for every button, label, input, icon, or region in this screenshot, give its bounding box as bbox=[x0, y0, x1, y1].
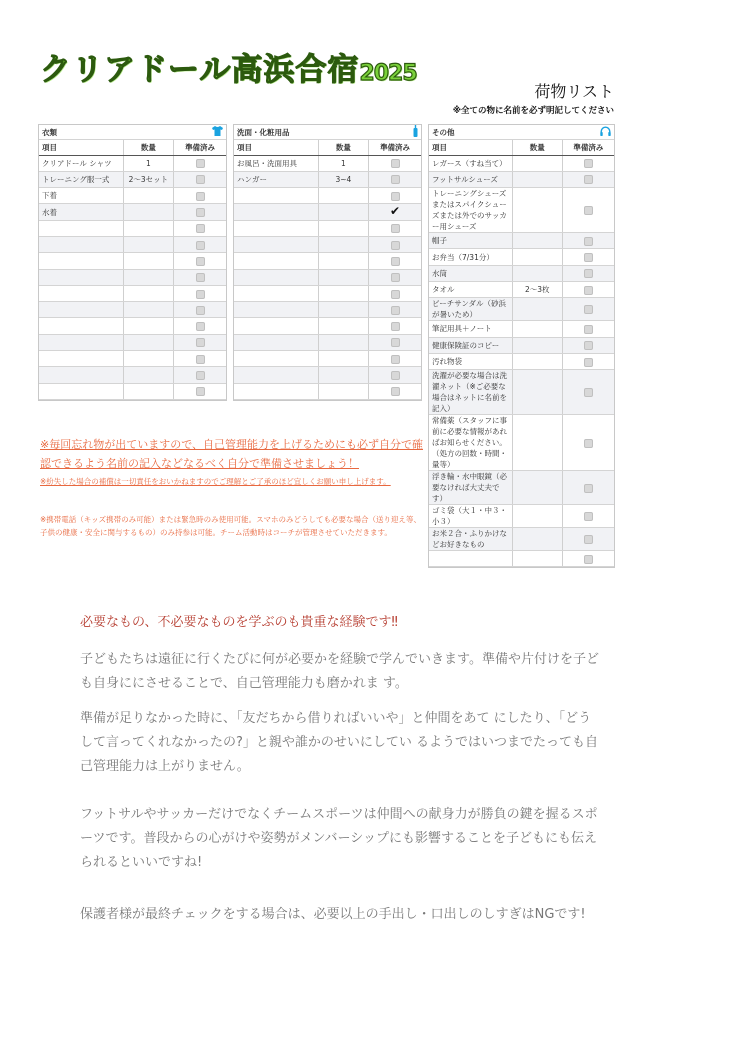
ready-checkbox[interactable] bbox=[584, 358, 593, 367]
table-title: 洗面・化粧用品 bbox=[237, 127, 290, 137]
ready-cell bbox=[562, 528, 614, 551]
ready-checkbox[interactable] bbox=[196, 241, 205, 250]
toiletries-table bbox=[233, 124, 422, 401]
ready-checkbox[interactable] bbox=[391, 192, 400, 201]
table-row bbox=[234, 367, 421, 383]
ready-cell bbox=[562, 551, 614, 567]
table-row bbox=[39, 383, 226, 399]
ready-checkbox[interactable] bbox=[584, 175, 593, 184]
ready-checkbox[interactable] bbox=[196, 224, 205, 233]
ready-checkbox[interactable] bbox=[584, 535, 593, 544]
item-cell bbox=[234, 204, 318, 220]
item-cell: 水筒 bbox=[429, 265, 512, 281]
qty-cell bbox=[512, 415, 562, 471]
ready-cell bbox=[562, 298, 614, 321]
ready-cell bbox=[174, 204, 226, 220]
qty-cell bbox=[318, 269, 368, 285]
ready-cell bbox=[369, 220, 421, 236]
qty-cell bbox=[123, 236, 173, 252]
table-row bbox=[39, 351, 226, 367]
name-note: ※全ての物に名前を必ず明記してください bbox=[452, 106, 614, 116]
qty-cell: 1 bbox=[123, 155, 173, 171]
qty-cell bbox=[123, 367, 173, 383]
ready-checkbox[interactable] bbox=[196, 338, 205, 347]
ready-checkbox[interactable] bbox=[391, 224, 400, 233]
item-cell bbox=[39, 236, 123, 252]
ready-cell bbox=[369, 302, 421, 318]
ready-cell bbox=[369, 171, 421, 187]
qty-cell bbox=[123, 285, 173, 301]
table-row bbox=[429, 265, 614, 281]
qty-cell bbox=[512, 471, 562, 505]
table-row bbox=[39, 302, 226, 318]
ready-cell bbox=[562, 188, 614, 233]
qty-cell bbox=[318, 204, 368, 220]
item-cell: 洗濯が必要な場合は洗濯ネット（※ご必要な場合はネットに名前を記入） bbox=[429, 370, 512, 415]
ready-checkbox[interactable] bbox=[196, 192, 205, 201]
item-cell bbox=[234, 253, 318, 269]
table-row bbox=[429, 249, 614, 265]
ready-checkbox[interactable] bbox=[196, 355, 205, 364]
ready-checkbox[interactable] bbox=[584, 305, 593, 314]
table-row bbox=[429, 155, 614, 171]
qty-cell bbox=[512, 528, 562, 551]
ready-cell bbox=[369, 367, 421, 383]
article-paragraph: 子どもたちは遠征に行くたびに何が必要かを経験で学んでいきます。準備や片付けを子ども自身ににさせることで、自己管理能力も磨かれま す。 bbox=[80, 652, 599, 691]
item-cell bbox=[39, 269, 123, 285]
qty-cell bbox=[318, 285, 368, 301]
ready-cell bbox=[174, 334, 226, 350]
ready-cell bbox=[562, 353, 614, 369]
item-cell bbox=[39, 318, 123, 334]
table-row bbox=[429, 415, 614, 471]
qty-cell bbox=[512, 171, 562, 187]
table-row bbox=[429, 471, 614, 505]
item-cell: 健康保険証のコピー bbox=[429, 337, 512, 353]
table-row bbox=[39, 318, 226, 334]
item-cell bbox=[39, 351, 123, 367]
qty-cell bbox=[512, 298, 562, 321]
ready-cell bbox=[562, 265, 614, 281]
ready-checkbox[interactable] bbox=[391, 355, 400, 364]
toiletries-grid bbox=[234, 140, 421, 400]
forgotten-items-note: ※毎回忘れ物が出ていますので、自己管理能力を上げるためにも必ず自分で確認できるよう名前の記入などなるべく自分で準備させましょう！ bbox=[40, 438, 423, 470]
item-cell: トレーニングシューズまたはスパイクシューズまたは外でのサッカー用シューズ bbox=[429, 188, 512, 233]
item-cell bbox=[234, 236, 318, 252]
table-row bbox=[39, 367, 226, 383]
item-cell: タオル bbox=[429, 281, 512, 297]
qty-cell bbox=[123, 220, 173, 236]
ready-checkbox[interactable] bbox=[584, 325, 593, 334]
qty-cell bbox=[512, 321, 562, 337]
qty-cell bbox=[318, 367, 368, 383]
list-title: 荷物リスト bbox=[534, 82, 614, 101]
table-caption bbox=[429, 125, 614, 140]
qty-cell bbox=[512, 249, 562, 265]
ready-checkbox[interactable] bbox=[584, 512, 593, 521]
ready-checkbox[interactable] bbox=[584, 286, 593, 295]
qty-cell bbox=[512, 155, 562, 171]
col-item: 項目 bbox=[39, 140, 123, 155]
ready-cell bbox=[369, 236, 421, 252]
ready-checkbox[interactable] bbox=[584, 484, 593, 493]
ready-cell bbox=[174, 220, 226, 236]
col-ready: 準備済み bbox=[562, 140, 614, 155]
ready-checkbox[interactable] bbox=[391, 387, 400, 396]
ready-cell bbox=[562, 337, 614, 353]
item-cell: お米２合・ふりかけなどお好きなもの bbox=[429, 528, 512, 551]
item-cell: ゴミ袋（大１・中３・小３） bbox=[429, 505, 512, 528]
table-row bbox=[429, 188, 614, 233]
col-ready: 準備済み bbox=[174, 140, 226, 155]
ready-checkbox[interactable] bbox=[391, 159, 400, 168]
qty-cell bbox=[123, 334, 173, 350]
item-cell: 下着 bbox=[39, 188, 123, 204]
mobile-phone-note: ※携帯電話（キッズ携帯のみ可能）または緊急時のみ使用可能。スマホのみどうしても必要な場合（送り迎え等、子供の健康・安全に関与するもの）のみ持参は可能。チーム活動時はコーチが管理させていただきます。 bbox=[40, 515, 421, 537]
qty-cell bbox=[123, 302, 173, 318]
ready-cell bbox=[174, 269, 226, 285]
item-cell: トレーニング服一式 bbox=[39, 171, 123, 187]
col-qty: 数量 bbox=[512, 140, 562, 155]
item-cell: お風呂・洗面用具 bbox=[234, 155, 318, 171]
table-row bbox=[429, 505, 614, 528]
qty-cell bbox=[318, 351, 368, 367]
qty-cell bbox=[512, 353, 562, 369]
table-row bbox=[39, 236, 226, 252]
table-row bbox=[234, 220, 421, 236]
ready-cell bbox=[174, 367, 226, 383]
ready-checkbox[interactable] bbox=[584, 341, 593, 350]
ready-cell bbox=[562, 155, 614, 171]
qty-cell bbox=[512, 337, 562, 353]
item-cell: 筆記用具＋ノート bbox=[429, 321, 512, 337]
ready-cell bbox=[369, 351, 421, 367]
ready-checkbox[interactable] bbox=[196, 290, 205, 299]
loss-disclaimer-note: ※紛失した場合の補償は一切責任をおいかねますのでご理解とご了承のほど宜しくお願い申し上げます。 bbox=[40, 477, 391, 486]
ready-cell bbox=[369, 204, 421, 220]
qty-cell bbox=[512, 370, 562, 415]
table-title: その他 bbox=[432, 127, 455, 137]
qty-cell bbox=[318, 236, 368, 252]
item-cell bbox=[39, 383, 123, 399]
clothing-table bbox=[38, 124, 227, 401]
ready-cell bbox=[174, 302, 226, 318]
item-cell bbox=[234, 351, 318, 367]
page-title bbox=[40, 44, 417, 89]
other-grid bbox=[429, 140, 614, 567]
table-row bbox=[429, 321, 614, 337]
ready-checkbox[interactable] bbox=[391, 273, 400, 282]
table-row bbox=[234, 155, 421, 171]
qty-cell bbox=[123, 318, 173, 334]
col-qty: 数量 bbox=[123, 140, 173, 155]
ready-cell bbox=[369, 334, 421, 350]
table-row bbox=[429, 528, 614, 551]
ready-cell bbox=[174, 285, 226, 301]
qty-cell bbox=[123, 253, 173, 269]
table-caption bbox=[234, 125, 421, 140]
ready-checkbox[interactable] bbox=[391, 371, 400, 380]
item-cell: ビーチサンダル（砂浜が暑いため） bbox=[429, 298, 512, 321]
table-row bbox=[39, 220, 226, 236]
qty-cell bbox=[123, 188, 173, 204]
ready-checkbox[interactable] bbox=[584, 439, 593, 448]
title-year: 2025 bbox=[359, 61, 417, 86]
article-paragraph: フットサルやサッカーだけでなくチームスポーツは仲間への献身力が勝負の鍵を握るスポーツです。普段からの心がけや姿勢がメンバーシップにも影響することを子どもにも伝えられるといいですね! bbox=[80, 807, 598, 870]
ready-checkbox[interactable] bbox=[196, 306, 205, 315]
qty-cell: 1 bbox=[318, 155, 368, 171]
ready-cell bbox=[562, 415, 614, 471]
item-cell bbox=[234, 367, 318, 383]
table-row bbox=[429, 337, 614, 353]
qty-cell bbox=[318, 302, 368, 318]
table-row bbox=[234, 383, 421, 399]
col-qty: 数量 bbox=[318, 140, 368, 155]
item-cell bbox=[39, 253, 123, 269]
item-cell bbox=[234, 285, 318, 301]
item-cell bbox=[39, 285, 123, 301]
other-items-table bbox=[428, 124, 615, 568]
qty-cell bbox=[512, 188, 562, 233]
table-row bbox=[234, 171, 421, 187]
ready-checkbox[interactable] bbox=[391, 175, 400, 184]
table-row bbox=[39, 334, 226, 350]
article-paragraph: 保護者様が最終チェックをする場合は、必要以上の手出し・口出しのしすぎはNGです! bbox=[80, 907, 586, 922]
checkmark-icon[interactable]: ✔ bbox=[390, 204, 401, 219]
qty-cell: 2〜3枚 bbox=[512, 281, 562, 297]
table-row bbox=[429, 171, 614, 187]
item-cell: ハンガー bbox=[234, 171, 318, 187]
ready-checkbox[interactable] bbox=[584, 555, 593, 564]
ready-cell bbox=[562, 505, 614, 528]
table-row bbox=[429, 551, 614, 567]
qty-cell bbox=[318, 318, 368, 334]
ready-cell bbox=[562, 249, 614, 265]
ready-checkbox[interactable] bbox=[584, 206, 593, 215]
item-cell bbox=[234, 334, 318, 350]
item-cell: 常備薬（スタッフに事前に必要な情報があればお知らせください。（処方の回数・時間・量等） bbox=[429, 415, 512, 471]
table-row bbox=[234, 236, 421, 252]
ready-cell bbox=[562, 321, 614, 337]
qty-cell bbox=[318, 334, 368, 350]
qty-cell bbox=[512, 265, 562, 281]
table-row bbox=[234, 302, 421, 318]
table-row bbox=[234, 253, 421, 269]
table-row bbox=[234, 204, 421, 220]
clothing-grid bbox=[39, 140, 226, 400]
qty-cell bbox=[512, 505, 562, 528]
ready-checkbox[interactable] bbox=[196, 159, 205, 168]
qty-cell bbox=[512, 551, 562, 567]
table-row bbox=[39, 155, 226, 171]
ready-checkbox[interactable] bbox=[584, 253, 593, 262]
qty-cell bbox=[123, 204, 173, 220]
ready-cell bbox=[174, 171, 226, 187]
item-cell bbox=[234, 188, 318, 204]
ready-checkbox[interactable] bbox=[196, 208, 205, 217]
item-cell bbox=[234, 302, 318, 318]
qty-cell bbox=[318, 188, 368, 204]
table-row bbox=[234, 188, 421, 204]
qty-cell: 2〜3セット bbox=[123, 171, 173, 187]
article-headline: 必要なもの、不必要なものを学ぶのも貴重な経験です‼ bbox=[80, 615, 398, 630]
table-row bbox=[39, 285, 226, 301]
ready-cell bbox=[562, 471, 614, 505]
bottle-icon bbox=[413, 125, 418, 139]
qty-cell: 3~4 bbox=[318, 171, 368, 187]
table-row bbox=[234, 351, 421, 367]
qty-cell bbox=[123, 269, 173, 285]
ready-checkbox[interactable] bbox=[584, 269, 593, 278]
col-ready: 準備済み bbox=[369, 140, 421, 155]
ready-checkbox[interactable] bbox=[391, 306, 400, 315]
ready-cell bbox=[562, 171, 614, 187]
item-cell bbox=[234, 383, 318, 399]
item-cell bbox=[39, 367, 123, 383]
article-paragraph: 準備が足りなかった時に、「友だちから借りればいいや」と仲間をあて にしたり、「どうして言ってくれなかったの?」と親や誰かのせいにしてい るようではいつまでたっても自己管理能力は上がりません。 bbox=[80, 711, 599, 774]
item-cell: レガース（すね当て） bbox=[429, 155, 512, 171]
table-row bbox=[429, 298, 614, 321]
item-cell: 水着 bbox=[39, 204, 123, 220]
item-cell: フットサルシューズ bbox=[429, 171, 512, 187]
qty-cell bbox=[123, 383, 173, 399]
item-cell bbox=[234, 318, 318, 334]
ready-cell bbox=[174, 318, 226, 334]
ready-cell bbox=[562, 370, 614, 415]
table-row bbox=[429, 353, 614, 369]
ready-checkbox[interactable] bbox=[196, 257, 205, 266]
item-cell bbox=[234, 220, 318, 236]
qty-cell bbox=[318, 253, 368, 269]
ready-checkbox[interactable] bbox=[391, 290, 400, 299]
ready-checkbox[interactable] bbox=[391, 338, 400, 347]
ready-checkbox[interactable] bbox=[391, 241, 400, 250]
table-row bbox=[39, 204, 226, 220]
ready-cell bbox=[562, 233, 614, 249]
col-item: 項目 bbox=[234, 140, 318, 155]
title-main: クリアドール高浜合宿 bbox=[40, 52, 360, 88]
item-cell bbox=[39, 220, 123, 236]
qty-cell bbox=[318, 383, 368, 399]
item-cell: お弁当（7/31分） bbox=[429, 249, 512, 265]
ready-checkbox[interactable] bbox=[584, 159, 593, 168]
ready-cell bbox=[174, 383, 226, 399]
ready-checkbox[interactable] bbox=[584, 237, 593, 246]
ready-cell bbox=[369, 253, 421, 269]
ready-cell bbox=[174, 253, 226, 269]
table-row bbox=[234, 318, 421, 334]
ready-cell bbox=[174, 351, 226, 367]
table-row bbox=[234, 269, 421, 285]
ready-checkbox[interactable] bbox=[391, 322, 400, 331]
table-row bbox=[39, 269, 226, 285]
qty-cell bbox=[512, 233, 562, 249]
ready-checkbox[interactable] bbox=[196, 273, 205, 282]
table-row bbox=[429, 281, 614, 297]
table-caption bbox=[39, 125, 226, 140]
table-title: 衣類 bbox=[42, 127, 57, 137]
item-cell bbox=[39, 302, 123, 318]
ready-checkbox[interactable] bbox=[196, 175, 205, 184]
ready-cell bbox=[369, 285, 421, 301]
ready-cell bbox=[174, 155, 226, 171]
qty-cell bbox=[318, 220, 368, 236]
ready-cell bbox=[369, 318, 421, 334]
ready-checkbox[interactable] bbox=[196, 371, 205, 380]
ready-cell bbox=[174, 236, 226, 252]
ready-checkbox[interactable] bbox=[584, 388, 593, 397]
table-row bbox=[39, 188, 226, 204]
ready-cell bbox=[369, 155, 421, 171]
ready-cell bbox=[369, 383, 421, 399]
item-cell: クリアドール シャツ bbox=[39, 155, 123, 171]
table-row bbox=[234, 334, 421, 350]
table-row bbox=[234, 285, 421, 301]
item-cell: 浮き輪・水中眼鏡（必要なければ大丈夫です） bbox=[429, 471, 512, 505]
table-row bbox=[39, 171, 226, 187]
col-item: 項目 bbox=[429, 140, 512, 155]
qty-cell bbox=[123, 351, 173, 367]
item-cell bbox=[429, 551, 512, 567]
table-row bbox=[39, 253, 226, 269]
headphones-icon bbox=[600, 126, 611, 138]
item-cell: 汚れ物袋 bbox=[429, 353, 512, 369]
ready-cell bbox=[562, 281, 614, 297]
ready-checkbox[interactable] bbox=[196, 387, 205, 396]
item-cell: 帽子 bbox=[429, 233, 512, 249]
item-cell bbox=[39, 334, 123, 350]
item-cell bbox=[234, 269, 318, 285]
ready-cell bbox=[369, 188, 421, 204]
ready-cell bbox=[174, 188, 226, 204]
ready-checkbox[interactable] bbox=[391, 257, 400, 266]
t-shirt-icon bbox=[212, 126, 223, 138]
table-row bbox=[429, 370, 614, 415]
ready-checkbox[interactable] bbox=[196, 322, 205, 331]
ready-cell bbox=[369, 269, 421, 285]
table-row bbox=[429, 233, 614, 249]
